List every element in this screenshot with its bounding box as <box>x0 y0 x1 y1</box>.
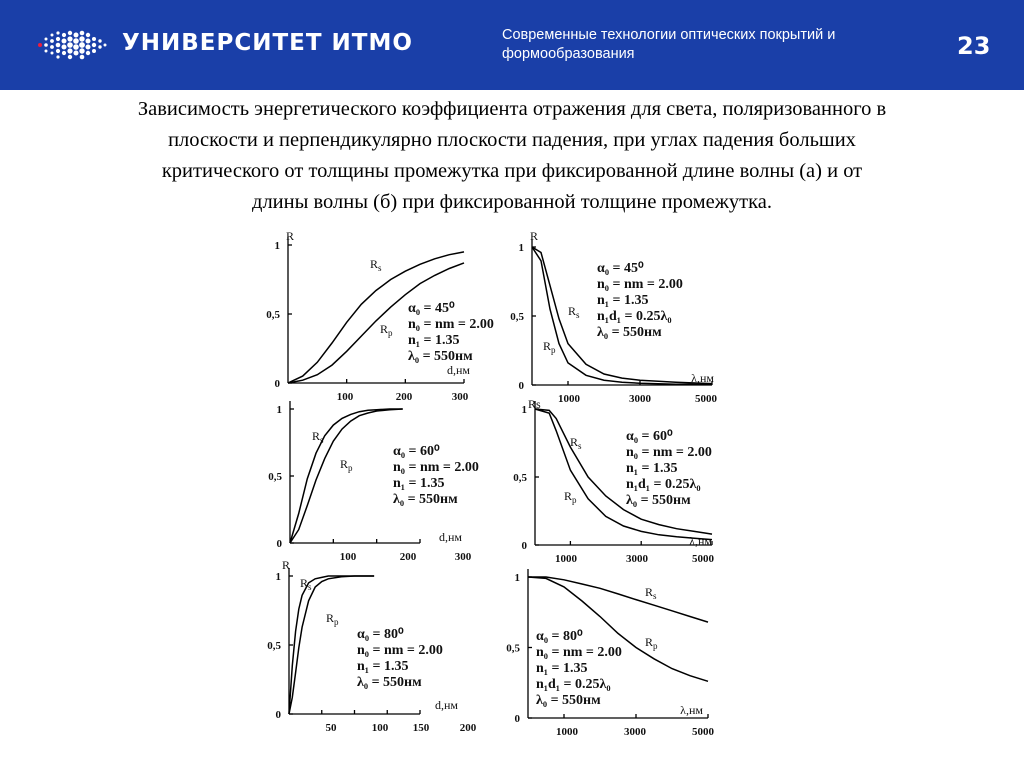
x-tick-label: 200 <box>459 722 477 734</box>
y-tick-label: 0 <box>521 540 527 552</box>
series-label: $R_s$ <box>568 304 580 320</box>
parameter-line: n₁ = 1.35 <box>626 461 678 476</box>
y-tick-label: 0 <box>276 538 282 550</box>
series-label: $R_s$ <box>570 435 582 451</box>
parameter-line: n₁d₁ = 0.25λ₀ <box>626 477 701 492</box>
x-tick-label: 100 <box>336 391 354 403</box>
x-tick-label: 5000 <box>692 553 714 565</box>
y-tick-label: 0,5 <box>506 642 520 655</box>
chart-panel-5 <box>267 558 477 734</box>
x-tick-label: 5000 <box>692 726 714 738</box>
series-label: $R_s$ <box>312 429 324 445</box>
parameter-line: n₁d₁ = 0.25λ₀ <box>536 677 611 692</box>
x-axis-label: λ,нм <box>691 371 714 385</box>
y-tick-label: 0,5 <box>510 311 524 323</box>
series-label: $R_p$ <box>543 339 556 355</box>
parameter-line: n₁ = 1.35 <box>597 293 649 308</box>
parameter-line: λ₀ = 550нм <box>626 493 691 508</box>
y-tick-label: 0,5 <box>266 309 280 321</box>
x-axis-label: d,нм <box>434 698 458 712</box>
y-axis-label: Rs <box>528 397 541 411</box>
series-label: $R_s$ <box>300 576 312 592</box>
y-axis-label: R <box>286 229 295 243</box>
parameter-line: n₀ = nm = 2.00 <box>626 445 712 460</box>
parameter-line: n₀ = nm = 2.00 <box>408 317 494 332</box>
title-line: плоскости и перпендикулярно плоскости падения, при углах падения больших <box>168 129 856 151</box>
y-tick-label: 0,5 <box>267 640 281 652</box>
x-tick-label: 300 <box>454 551 472 563</box>
parameter-line: n₁ = 1.35 <box>536 661 588 676</box>
x-tick-label: 200 <box>395 391 413 403</box>
y-tick-label: 1 <box>518 242 524 254</box>
parameter-line: n₀ = nm = 2.00 <box>357 643 443 658</box>
parameter-line: α₀ = 45⁰ <box>408 301 455 316</box>
parameter-line: α₀ = 60⁰ <box>626 429 673 444</box>
parameter-line: n₀ = nm = 2.00 <box>597 277 683 292</box>
chart-panel-3 <box>268 401 479 563</box>
title-line: длины волны (б) при фиксированной толщине промежутка. <box>252 191 772 213</box>
x-tick-label: 50 <box>325 722 337 734</box>
series-label: $R_s$ <box>370 257 382 273</box>
x-tick-label: 150 <box>412 722 430 734</box>
series-label: $R_p$ <box>340 457 353 473</box>
y-tick-label: 1 <box>514 572 520 584</box>
series-label: $R_p$ <box>564 489 577 505</box>
y-tick-label: 1 <box>275 571 281 583</box>
x-axis-label: λ,нм <box>689 534 712 548</box>
y-axis-label: R <box>282 558 291 572</box>
y-tick-label: 1 <box>276 404 282 416</box>
y-tick-label: 0,5 <box>268 471 282 483</box>
x-tick-label: 200 <box>399 551 417 563</box>
title-line: Зависимость энергетического коэффициента отражения для света, поляризованного в <box>137 98 887 120</box>
parameter-line: n₁ = 1.35 <box>408 333 460 348</box>
x-tick-label: 100 <box>371 722 389 734</box>
series-rs-curve <box>535 409 712 534</box>
chart-panel-6 <box>506 569 714 738</box>
x-tick-label: 1000 <box>555 553 577 565</box>
parameter-line: λ₀ = 550нм <box>597 325 662 340</box>
series-label: $R_p$ <box>380 322 393 338</box>
y-axis-label: R <box>530 229 539 243</box>
parameter-line: n₁ = 1.35 <box>357 659 409 674</box>
series-rs-curve <box>528 577 708 622</box>
x-axis-label: d,нм <box>446 363 470 377</box>
x-axis-label: d,нм <box>438 530 462 544</box>
course-title-line: формообразования <box>502 46 635 62</box>
y-tick-label: 1 <box>274 240 280 252</box>
course-title-line: Современные технологии оптических покрытий и <box>502 27 836 43</box>
series-rp-curve <box>290 409 403 543</box>
parameter-line: α₀ = 80⁰ <box>357 627 404 642</box>
x-tick-label: 300 <box>451 391 469 403</box>
series-label: $R_p$ <box>326 611 339 627</box>
parameter-line: n₁ = 1.35 <box>393 476 445 491</box>
x-tick-label: 3000 <box>624 726 646 738</box>
series-label: $R_s$ <box>645 585 657 601</box>
y-tick-label: 0,5 <box>513 472 527 484</box>
y-tick-label: 1 <box>521 404 527 416</box>
x-tick-label: 1000 <box>558 393 580 405</box>
slide-number: 23 <box>957 32 991 60</box>
university-name: УНИВЕРСИТЕТ ИТМО <box>122 30 413 56</box>
y-tick-label: 0 <box>274 378 280 390</box>
series-rs-curve <box>290 409 403 543</box>
x-tick-label: 100 <box>339 551 357 563</box>
parameter-line: λ₀ = 550нм <box>393 492 458 507</box>
x-tick-label: 3000 <box>629 393 651 405</box>
x-tick-label: 3000 <box>626 553 648 565</box>
parameter-line: λ₀ = 550нм <box>357 675 422 690</box>
x-axis-label: λ,нм <box>680 703 703 717</box>
parameter-line: α₀ = 60⁰ <box>393 444 440 459</box>
parameter-line: α₀ = 45⁰ <box>597 261 644 276</box>
y-tick-label: 0 <box>518 380 524 392</box>
parameter-line: n₁d₁ = 0.25λ₀ <box>597 309 672 324</box>
chart-panel-4 <box>513 397 714 565</box>
y-tick-label: 0 <box>275 709 281 721</box>
parameter-line: λ₀ = 550нм <box>536 693 601 708</box>
series-label: $R_p$ <box>645 635 658 651</box>
parameter-line: α₀ = 80⁰ <box>536 629 583 644</box>
parameter-line: λ₀ = 550нм <box>408 349 473 364</box>
title-line: критического от толщины промежутка при фиксированной длине волны (а) и от <box>161 160 863 182</box>
y-tick-label: 0 <box>514 713 520 725</box>
parameter-line: n₀ = nm = 2.00 <box>393 460 479 475</box>
chart-panel-1 <box>266 229 494 403</box>
x-tick-label: 1000 <box>556 726 578 738</box>
x-tick-label: 5000 <box>695 393 717 405</box>
parameter-line: n₀ = nm = 2.00 <box>536 645 622 660</box>
chart-panel-2 <box>510 229 717 405</box>
